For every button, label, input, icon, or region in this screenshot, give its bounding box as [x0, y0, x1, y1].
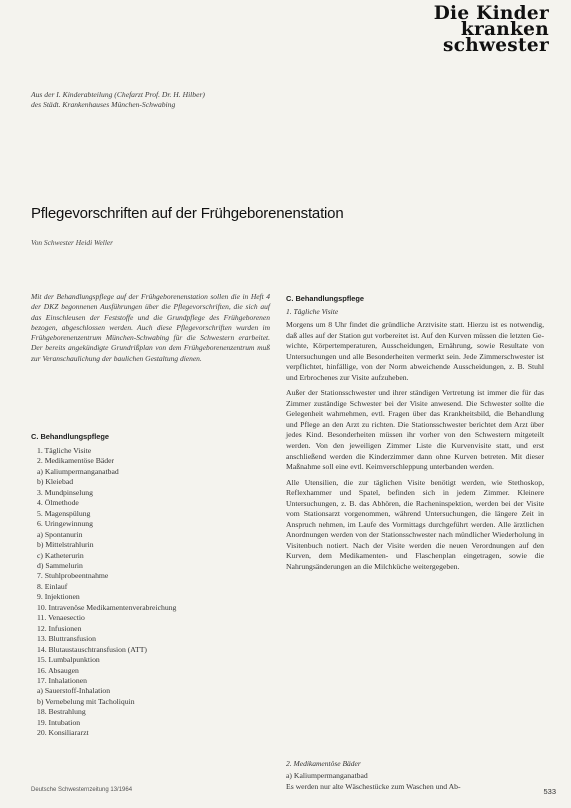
toc-item: 12. Infusionen: [37, 623, 82, 633]
page-number: 533: [543, 787, 556, 796]
toc-item: 18. Bestrahlung: [37, 707, 86, 717]
toc-item: 7. Stuhlprobeentnahme: [37, 571, 109, 581]
toc-item: a) Spontanurin: [37, 529, 83, 539]
toc-item: b) Mittelstrahlurin: [37, 540, 94, 550]
toc-item: 10. Intravenöse Medikamentenverabreichung: [37, 602, 177, 612]
toc-item: 1. Tägliche Visite: [37, 446, 92, 455]
masthead-line-1: Die Kinder: [433, 3, 549, 24]
toc-item: 15. Lumbalpunktion: [37, 655, 100, 665]
toc-item: 14. Blutaustauschtransfusion (ATT): [37, 644, 147, 654]
table-of-contents: [37, 446, 277, 739]
toc-item: b) Vernebelung mit Tacholiquin: [37, 696, 135, 706]
toc-item: 4. Ölmethode: [37, 498, 79, 508]
article-author: Von Schwester Heidi Weller: [31, 238, 114, 247]
intro-paragraph: Mit der Behandlungspflege auf der Frühgeborenenstation sollen die in Heft 4 der DKZ begonnenen Ausführungen über die Pflegevorschriften, die sich auf das Einschleusen der Feststoffe und die Grundpflege des Frühgeborenen bezogen, abgeschlossen werden. Auch diese Pflegevorschriften wurden im Frühgeborenenzentrum München-Schwabing für die Schwestern erarbeitet. Der bereits angekündigte Grundrißplan von dem Frühgeborenenzentrum muß zur Veranschaulichung der baulichen Gestaltung dienen.: [31, 292, 270, 363]
toc-item: 13. Bluttransfusion: [37, 634, 96, 644]
masthead-line-2: kranken: [460, 19, 549, 40]
toc-item: 20. Konsiliararzt: [37, 728, 89, 738]
journal-footer: Deutsche Schwesternzeitung 13/1964: [31, 787, 133, 793]
toc-item: a) Sauerstoff-Inhalation: [37, 686, 111, 696]
affiliation: [31, 90, 321, 110]
body-text: [286, 320, 544, 578]
toc-item: 2. Medikamentöse Bäder: [37, 456, 115, 466]
subsection-heading-2: 2. Medikamentöse Bäder: [286, 759, 361, 768]
article-title: Pflegevorschriften auf der Frühgeborenenstation: [31, 205, 344, 222]
magazine-masthead: [433, 3, 549, 56]
paragraph: Außer der Stationsschwester und ihrer ständigen Vertretung ist immer die für das Zimmer zuständige Schwester bei der Visite anwesend. Die Schwester sollte die Gelegenheit wahrnehmen, evtl. Fragen über das Krankheitsbild, die Behandlung und Pflege an den Arzt zu richten. Die Stationsschwester berichtet dem Arzt über jedes Kind. Besonderheiten müssen ihr vorher von den Schwestern mitgeteilt werden. Von den jeweiligen Zimmer Liste die Kurvenvisite statt, und erst anschließend werden die Kinderzimmer dann ohne Kurven betreten. Mit dieser Maßnahme soll eine evtl. Keimverschleppung unterbanden werden.: [286, 388, 544, 472]
toc-item: a) Kaliumpermanganatbad: [37, 466, 119, 476]
toc-item: 6. Uringewinnung: [37, 519, 93, 529]
toc-item: 11. Venaesectio: [37, 613, 85, 623]
toc-item: 3. Mundpinselung: [37, 487, 93, 497]
affiliation-line-2: des Städt. Krankenhauses München-Schwabing: [31, 100, 176, 109]
toc-item: d) Sammelurin: [37, 560, 83, 570]
toc-item: 9. Injektionen: [37, 592, 80, 602]
toc-item: 19. Intubation: [37, 717, 81, 727]
toc-item: 5. Magenspülung: [37, 508, 91, 518]
paragraph: Morgens um 8 Uhr findet die gründliche Arztvisite statt. Hierzu ist es notwendig, daß alles auf der Station gut vorbereitet ist. Auf den Kurven müssen die letzten Gewichte, Körpertemperaturen, Ausscheidungen, Ernährung, sowie Resultate von Untersuchungen und alle Besonderheiten vermerkt sein. Jede Zimmerschwester ist verpflichtet, hinfällige, von der Norm abweichende Ausscheidungen, z. B. Stuhl und Erbrochenes zur Visite aufzuheben.: [286, 320, 544, 382]
toc-item: 16. Absaugen: [37, 665, 79, 675]
toc-item: 17. Inhalationen: [37, 675, 87, 685]
toc-heading: C. Behandlungspflege: [31, 432, 110, 441]
affiliation-line-1: Aus der I. Kinderabteilung (Chefarzt Prof. Dr. H. Hilber): [31, 90, 205, 99]
subsection-item: a) Kaliumpermanganatbad: [286, 771, 368, 780]
masthead-line-3: schwester: [442, 35, 549, 56]
section-heading: C. Behandlungspflege: [286, 294, 365, 303]
continuation-line: Es werden nur alte Wäschestücke zum Waschen und Ab-: [286, 782, 461, 791]
toc-item: b) Kleiebad: [37, 477, 74, 487]
toc-item: 8. Einlauf: [37, 581, 68, 591]
paragraph: Alle Utensilien, die zur täglichen Visite benötigt werden, wie Stethoskop, Reflexhammer und Spatel, befinden sich in jedem Zimmer. Kleinere Untersuchungen, z. B. das Abhören, die Racheninspektion, werden bei der Visite vom Stationsarzt vorgenommen, während Untersuchungen, die längere Zeit in Anspruch nehmen, im Laufe des Vormittags durchgeführt werden. Alle ärztlichen Anordnungen werden von der Stationsschwester nach mündlicher Wiederholung in Visitenbuch notiert. Nach der Visite werden die neuen Verordnungen auf den Kurven, dem Medikamenten- und Flaschenplan eingetragen, sowie die Nahrungsänderungen an die Milchküche weitergegeben.: [286, 477, 544, 572]
toc-item: c) Katheterurin: [37, 550, 84, 560]
subsection-heading: 1. Tägliche Visite: [286, 307, 339, 316]
